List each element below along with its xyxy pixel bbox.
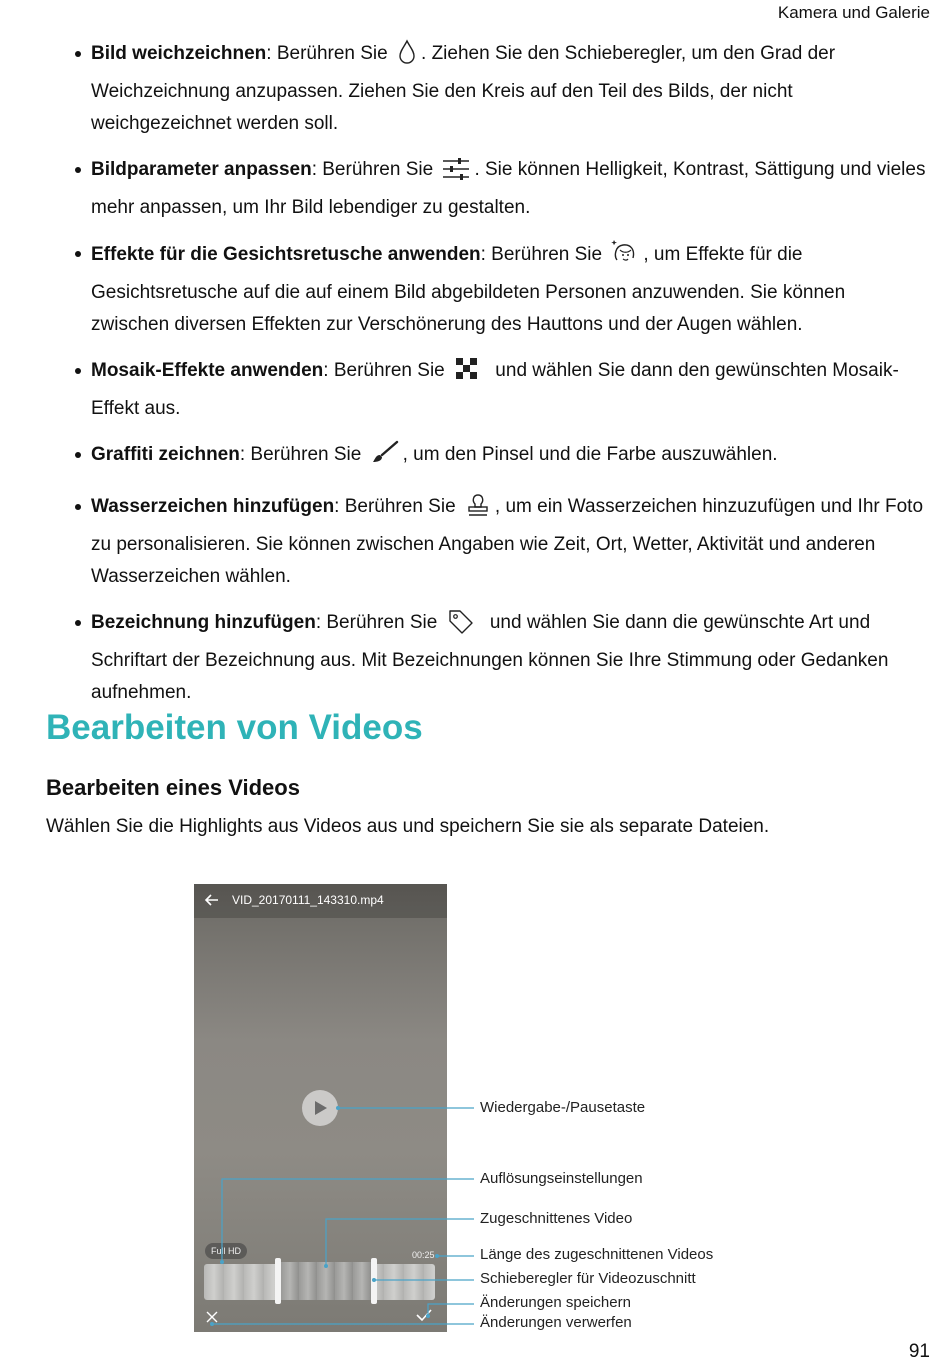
item-title: Bezeichnung hinzufügen: [91, 612, 316, 633]
bullet-dot: [75, 167, 81, 173]
item-title: Bildparameter anpassen: [91, 159, 312, 180]
callout-resolution: Auflösungseinstellungen: [480, 1170, 643, 1187]
callout-save: Änderungen speichern: [480, 1294, 631, 1311]
resolution-badge[interactable]: Full HD: [205, 1243, 247, 1259]
list-item: [46, 491, 926, 593]
drop-icon: [397, 39, 417, 76]
sliders-icon: [442, 157, 470, 192]
list-item: [46, 38, 926, 140]
trimmed-selection: [278, 1262, 374, 1300]
callout-discard: Änderungen verwerfen: [480, 1314, 632, 1331]
item-text: : Berühren Sie: [239, 444, 367, 465]
item-title: Bild weichzeichnen: [91, 43, 267, 64]
item-text: und wählen Sie dann die gewünschte Art und Schriftart der Bezeichnung aus. Mit Bezeichnungen können Sie Ihre Stimmung oder Gedanken aufnehmen.: [91, 612, 889, 703]
callout-play: Wiedergabe-/Pausetaste: [480, 1099, 646, 1116]
editor-topbar: [194, 884, 447, 918]
feature-list: [46, 38, 926, 723]
bullet-dot: [75, 452, 81, 458]
item-text: und wählen Sie dann den gewünschten Mosaik-Effekt aus.: [91, 360, 899, 419]
item-text: , um ein Wasserzeichen hinzuzufügen und Ihr Foto zu personalisieren. Sie können zwischen Angaben wie Zeit, Ort, Wetter, Aktivität und anderen Wasserzeichen wählen.: [91, 496, 924, 587]
intro-paragraph: Wählen Sie die Highlights aus Videos aus und speichern Sie sie als separate Dateien.: [46, 816, 770, 837]
trim-handle-left[interactable]: [275, 1258, 281, 1304]
bullet-dot: [75, 504, 81, 510]
page-number: 91: [908, 1341, 930, 1362]
bullet-dot: [75, 51, 81, 57]
item-text: . Ziehen Sie den Schieberegler, um den Grad der Weichzeichnung anzupassen. Ziehen Sie den Kreis auf den Teil des Bilds, der nicht weichgezeichnet werden soll.: [91, 43, 836, 134]
watermark-stamp-icon: [465, 492, 491, 529]
callout-length: Länge des zugeschnittenen Videos: [480, 1246, 714, 1263]
video-filename: VID_20170111_143310.mp4: [232, 893, 384, 907]
item-title: Effekte für die Gesichtsretusche anwenden: [91, 244, 481, 265]
tag-icon: [447, 608, 475, 645]
play-pause-button[interactable]: [302, 1090, 338, 1126]
item-text: : Berühren Sie: [311, 159, 439, 180]
list-item: [46, 154, 926, 224]
item-text: : Berühren Sie: [266, 43, 394, 64]
subsection-heading: Bearbeiten eines Videos: [46, 775, 300, 800]
item-text: . Sie können Helligkeit, Kontrast, Sättigung und vieles mehr anpassen, um Ihr Bild lebendiger zu gestalten.: [91, 159, 926, 218]
list-item: [46, 439, 926, 477]
play-icon: [314, 1100, 328, 1116]
item-title: Graffiti zeichnen: [91, 444, 240, 465]
bullet-dot: [75, 368, 81, 374]
list-item: [46, 355, 926, 425]
callout-trimmed: Zugeschnittenes Video: [480, 1210, 633, 1227]
item-text: : Berühren Sie: [334, 496, 461, 517]
brush-icon: [371, 440, 399, 477]
face-retouch-icon: [611, 238, 639, 277]
section-heading: Bearbeiten von Videos: [46, 708, 423, 747]
callout-slider: Schieberegler für Videozuschnitt: [480, 1270, 696, 1287]
item-text: : Berühren Sie: [323, 360, 451, 381]
video-editor-screenshot: [194, 884, 447, 1332]
item-text: : Berühren Sie: [480, 244, 608, 265]
item-title: Mosaik-Effekte anwenden: [91, 360, 324, 381]
list-item: [46, 238, 926, 341]
check-icon[interactable]: [416, 1308, 432, 1327]
close-icon[interactable]: [206, 1310, 218, 1328]
trim-handle-right[interactable]: [371, 1258, 377, 1304]
item-text: , um Effekte für die Gesichtsretusche auf die auf einem Bild abgebildeten Personen anzuwenden. Sie können zwischen diversen Effekten zur Verschönerung des Hauttons und der Augen wählen.: [91, 244, 846, 335]
item-title: Wasserzeichen hinzufügen: [91, 496, 335, 517]
trimmed-duration: 00:25: [412, 1250, 435, 1260]
list-item: [46, 607, 926, 709]
bullet-dot: [75, 620, 81, 626]
item-text: , um den Pinsel und die Farbe auszuwählen.: [402, 444, 778, 465]
mosaic-icon: [454, 356, 480, 393]
item-text: : Berühren Sie: [315, 612, 443, 633]
back-arrow-icon[interactable]: [204, 892, 220, 913]
bullet-dot: [75, 251, 81, 257]
running-header: Kamera und Galerie: [777, 3, 930, 22]
